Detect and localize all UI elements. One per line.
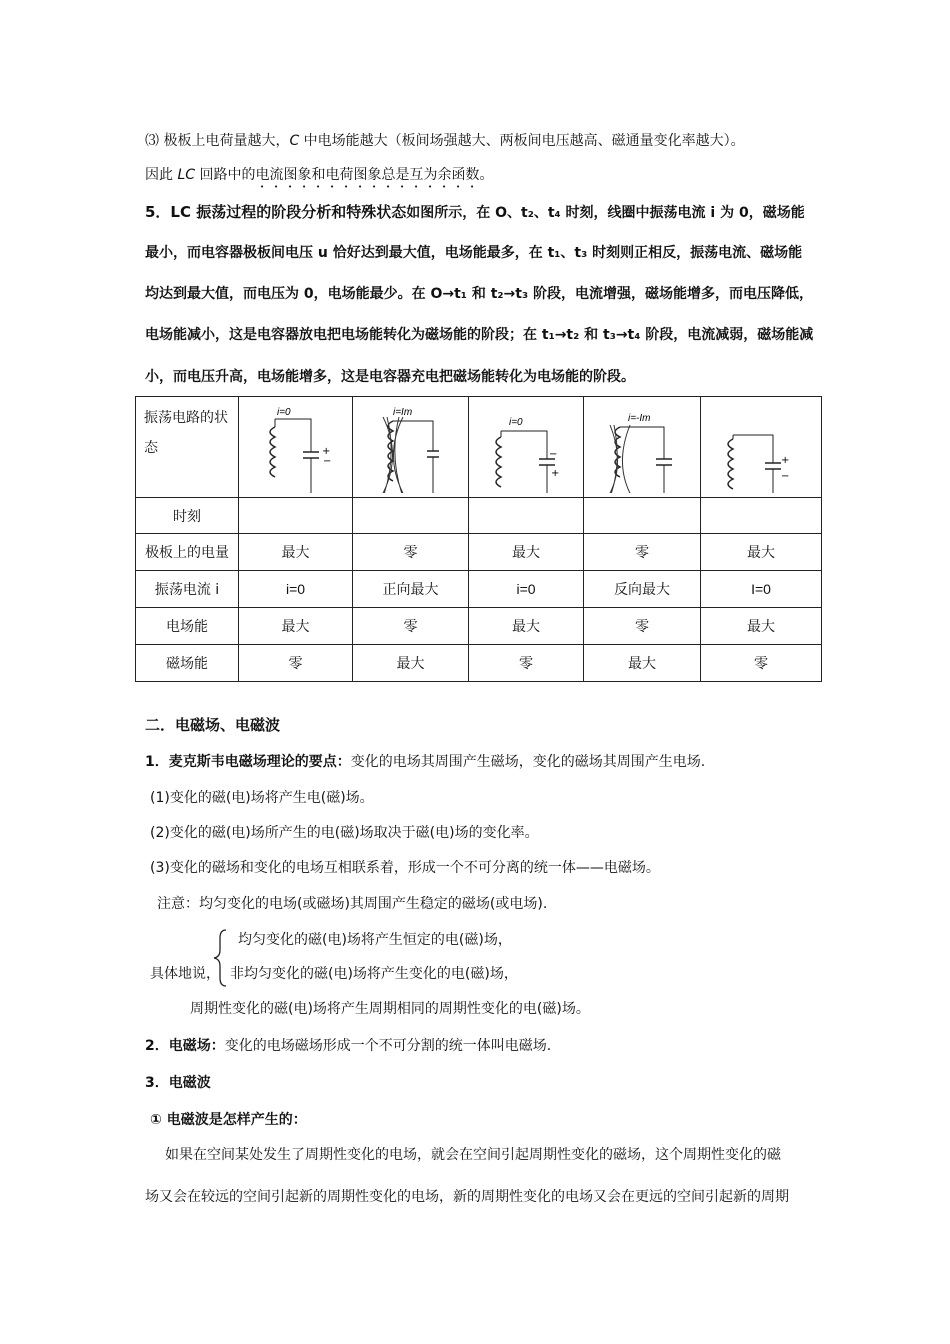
section2-heading: 二．电磁场、电磁波 [145,716,281,734]
time-cell [701,498,822,534]
svg-text:+: + [322,446,331,457]
time-label: 时刻 [136,498,239,534]
table-cell: 零 [584,534,701,571]
section5-line-2: 最小，而电容器极板间电压 u 恰好达到最大值，电场能最多，在 t₁、t₃ 时刻则正相反，振荡电流、磁场能 [145,245,803,261]
svg-text:−: − [549,449,558,460]
svg-text:i=0: i=0 [277,407,291,418]
time-cell [469,498,584,534]
item-number: ⑶ [145,133,159,149]
em-wave-text-line: 如果在空间某处发生了周期性变化的电场，就会在空间引起周期性变化的磁场，这个周期性变化的磁 [165,1147,781,1163]
lc-circuit-2-icon [353,397,468,493]
table-cell: 零 [353,608,469,645]
table-cell: 零 [239,645,353,682]
table-cell: I=0 [701,571,822,608]
svg-text:+: + [781,455,790,466]
state-row [136,397,822,498]
table-cell: 最大 [701,608,822,645]
specific-item: 周期性变化的磁(电)场将产生周期相同的周期性变化的电(磁)场。 [190,1001,590,1017]
em-wave-heading: 3．电磁波 [145,1075,211,1091]
table-cell: 最大 [701,534,822,571]
lc-oscillation-table [135,396,822,682]
row-label: 磁场能 [136,645,239,682]
table-cell: 最大 [469,608,584,645]
list-item: (3)变化的磁场和变化的电场互相联系着，形成一个不可分离的统一体——电磁场。 [150,860,660,876]
table-cell: i=0 [469,571,584,608]
svg-text:i=0: i=0 [509,417,523,428]
row-label: 电场能 [136,608,239,645]
table-row [136,534,822,571]
svg-text:−: − [781,471,790,482]
em-wave-text-line: 场又会在较远的空间引起新的周期性变化的电场，新的周期性变化的电场又会在更远的空间引起新的周期 [145,1189,789,1205]
specific-item: 均匀变化的磁(电)场将产生恒定的电(磁)场， [238,932,512,948]
table-cell: 最大 [239,608,353,645]
lc-diagram-1 [239,397,353,498]
time-cell [239,498,353,534]
lc-diagram-3 [469,397,584,498]
lc-circuit-4-icon [584,397,700,493]
table-cell: 零 [701,645,822,682]
table-cell: 最大 [239,534,353,571]
em-wave-subheading: ① 电磁波是怎样产生的： [150,1112,307,1128]
para-line-1: ⑶ 极板上电荷量越大，C 中电场能越大（板间场强越大、两板间电压越高、磁通量变化率越大）。 [145,133,745,149]
state-label: 振荡电路的状态 [136,397,239,498]
time-cell [353,498,469,534]
section5-line-4: 电场能减小，这是电容器放电把电场能转化为磁场能的阶段；在 t₁→t₂ 和 t₃→t₄ 阶段，电流减弱，磁场能减 [145,327,814,343]
lc-diagram-4 [584,397,701,498]
list-item: (2)变化的磁(电)场所产生的电(磁)场取决于磁(电)场的变化率。 [150,825,539,841]
table-cell: 最大 [584,645,701,682]
lc-diagram-5 [701,397,822,498]
table-cell: 最大 [353,645,469,682]
maxwell-point: 1．麦克斯韦电磁场理论的要点：变化的电场其周围产生磁场，变化的磁场其周围产生电场. [145,754,706,770]
para-line-2: 因此 LC 回路中的电流图象和电荷图象总是互为余函数。 [145,167,494,183]
em-field-definition: 2．电磁场：变化的电场磁场形成一个不可分割的统一体叫电磁场. [145,1038,552,1054]
section5-heading: 5．LC 振荡过程的阶段分析和特殊状态 [145,203,407,221]
row-label: 振荡电流 i [136,571,239,608]
svg-text:+: + [551,468,560,479]
lc-circuit-5-icon [701,397,821,493]
lc-circuit-3-icon [469,397,583,493]
table-cell: i=0 [239,571,353,608]
lc-diagram-2 [353,397,469,498]
section5-line-5: 小，而电压升高，电场能增多，这是电容器充电把磁场能转化为电场能的阶段。 [145,369,635,385]
table-row [136,608,822,645]
lc-symbol: LC [177,167,196,183]
lc-circuit-1-icon [239,397,352,493]
emphasis-text: 电流图象和电荷图象总是互为余函数 [255,167,480,183]
svg-text:i=-Im: i=-Im [628,413,651,424]
note: 注意：均匀变化的电场(或磁场)其周围产生稳定的磁场(或电场). [157,896,548,912]
table-row [136,645,822,682]
time-row [136,498,822,534]
table-cell: 零 [584,608,701,645]
time-cell [584,498,701,534]
table-row [136,571,822,608]
table-cell: 最大 [469,534,584,571]
svg-text:−: − [323,456,332,467]
section5-line-3: 均达到最大值，而电压为 0，电场能最少。在 O→t₁ 和 t₂→t₃ 阶段，电流增强，磁场能增多，而电压降低， [145,286,813,302]
table-cell: 反向最大 [584,571,701,608]
row-label: 极板上的电量 [136,534,239,571]
table-cell: 正向最大 [353,571,469,608]
section5-line-1: 5．LC 振荡过程的阶段分析和特殊状态如图所示，在 O、t₂、t₄ 时刻，线圈中振荡电流 i 为 0，磁场能 [145,203,805,221]
table-cell: 零 [469,645,584,682]
specific-item: 非均匀变化的磁(电)场将产生变化的电(磁)场， [230,966,518,982]
svg-text:i=Im: i=Im [393,407,413,418]
list-item: (1)变化的磁(电)场将产生电(磁)场。 [150,790,374,806]
table-cell: 零 [353,534,469,571]
c-symbol: C [289,133,300,149]
specific-label: 具体地说， [150,966,220,982]
curly-brace-icon [212,928,228,988]
